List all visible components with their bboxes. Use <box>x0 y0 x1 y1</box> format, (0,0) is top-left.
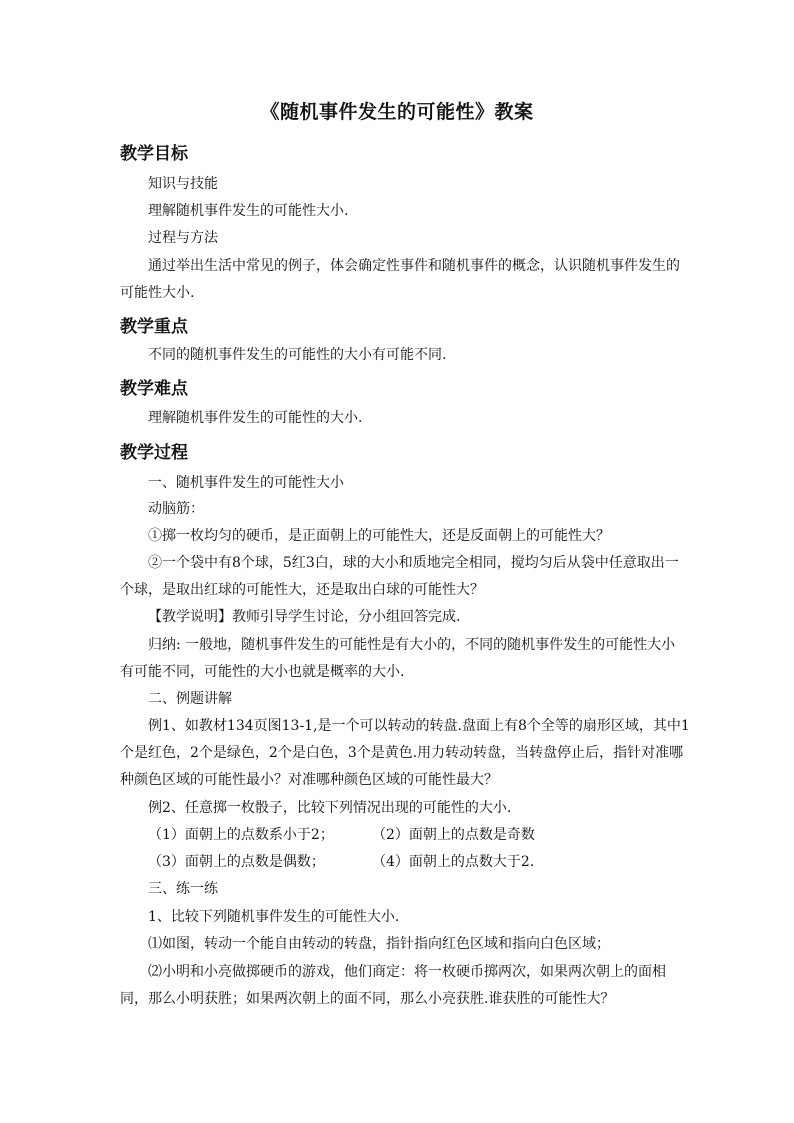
goal-line-1: 知识与技能 <box>148 176 218 192</box>
summary-line-1: 归纳: 一般地，随机事件发生的可能性是有大小的，不同的随机事件发生的可能性大小 <box>148 637 676 653</box>
teaching-note: 【教学说明】教师引导学生讨论，分小组回答完成. <box>148 609 461 625</box>
heading-teaching-process: 教学过程 <box>120 443 188 463</box>
option-4: （4）面朝上的点数大于2. <box>372 854 535 870</box>
question-2-line-1: ②一个袋中有8个球，5红3白，球的大小和质地完全相同，搅均匀后从袋中任意取出一 <box>148 555 679 571</box>
option-3: （3）面朝上的点数是偶数； <box>148 854 325 870</box>
goal-line-2: 理解随机事件发生的可能性大小. <box>148 203 349 219</box>
process-section-1: 一、随机事件发生的可能性大小 <box>148 475 344 491</box>
practice-1-a: ⑴如图，转动一个能自由转动的转盘，指针指向红色区域和指向白色区域； <box>148 936 610 952</box>
heading-key-points: 教学重点 <box>120 317 188 337</box>
process-section-2: 二、例题讲解 <box>148 691 232 707</box>
option-1: （1）面朝上的点数系小于2； <box>148 827 334 843</box>
goal-line-3: 过程与方法 <box>148 230 218 246</box>
example-1-line-2: 个是红色，2个是绿色，2个是白色，3个是黄色.用力转动转盘，当转盘停止后，指针对准哪 <box>120 745 684 761</box>
option-2: （2）面朝上的点数是奇数 <box>372 827 535 843</box>
goal-line-5: 可能性大小. <box>120 285 195 301</box>
summary-line-2: 有可能不同，可能性的大小也就是概率的大小. <box>120 664 405 680</box>
practice-1-b-line-1: ⑵小明和小亮做掷硬币的游戏，他们商定：将一枚硬币掷两次，如果两次朝上的面相 <box>148 964 666 980</box>
process-section-3: 三、练一练 <box>148 881 218 897</box>
question-1: ①掷一枚均匀的硬币，是正面朝上的可能性大，还是反面朝上的可能性大？ <box>148 528 610 544</box>
heading-difficulty: 教学难点 <box>120 379 188 399</box>
goal-line-4: 通过举出生活中常见的例子，体会确定性事件和随机事件的概念，认识随机事件发生的 <box>148 258 680 274</box>
practice-1: 1、比较下列随机事件发生的可能性大小. <box>148 909 400 925</box>
question-2-line-2: 个球，是取出红球的可能性大，还是取出白球的可能性大？ <box>120 582 484 598</box>
example-1-line-1: 例1、如教材134页图13-1,是一个可以转动的转盘.盘面上有8个全等的扇形区域，其中1 <box>148 718 690 734</box>
difficulty-line-1: 理解随机事件发生的可能性的大小. <box>148 410 363 426</box>
heading-teaching-goals: 教学目标 <box>120 144 188 164</box>
practice-1-b-line-2: 同，那么小明获胜；如果两次朝上的面不同，那么小亮获胜.谁获胜的可能性大？ <box>120 991 615 1007</box>
example-1-line-3: 种颜色区域的可能性最小？对准哪种颜色区域的可能性最大？ <box>120 772 498 788</box>
process-brainstorm: 动脑筋： <box>148 501 204 517</box>
key-line-1: 不同的随机事件发生的可能性的大小有可能不同. <box>148 347 447 363</box>
example-2: 例2、任意掷一枚骰子，比较下列情况出现的可能性的大小. <box>148 800 512 816</box>
document-title: 《随机事件发生的可能性》教案 <box>260 101 534 123</box>
